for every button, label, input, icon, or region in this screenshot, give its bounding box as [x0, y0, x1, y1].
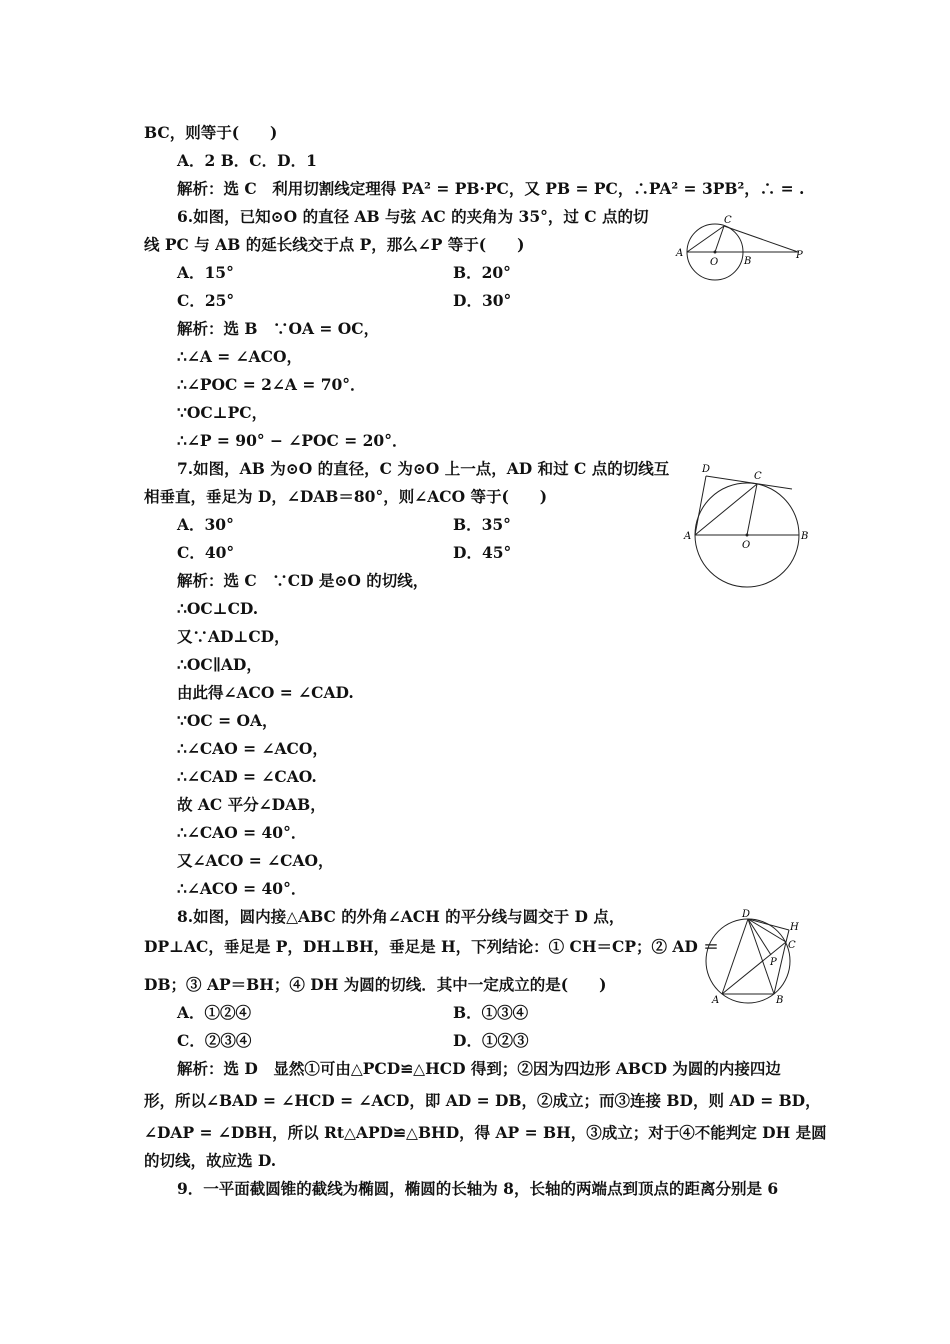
- q8-solution-2: 形，所以∠BAD = ∠HCD = ∠ACD，即 AD = DB，②成立；而③连接 BD，则 AD = BD，: [144, 1091, 821, 1110]
- q7-solution-2: ∴OC⊥CD.: [177, 599, 259, 618]
- question-7-line-2: 相垂直，垂足为 D，∠DAB＝80°，则∠ACO 等于( ): [144, 487, 548, 506]
- fig6-label-p: P: [796, 250, 803, 261]
- q6-option-a: A．15°: [177, 263, 234, 282]
- fig8-label-a: A: [712, 995, 720, 1006]
- q7-solution-11: 又∠ACO = ∠CAO，: [177, 851, 334, 870]
- fig8-label-b: B: [776, 995, 784, 1006]
- q7-solution-1: 解析：选 C ∵CD 是⊙O 的切线，: [177, 571, 429, 590]
- fig7-label-c: C: [754, 471, 762, 482]
- fig6-label-a: A: [676, 248, 684, 259]
- fig8-label-h: H: [790, 922, 799, 933]
- question-8-line-3: DB；③ AP＝BH；④ DH 为圆的切线．其中一定成立的是( ): [144, 975, 607, 994]
- fig8-label-p: P: [770, 957, 777, 968]
- question-6-line-1: 6.如图，已知⊙O 的直径 AB 与弦 AC 的夹角为 35°，过 C 点的切: [177, 207, 649, 226]
- fig8-label-c: C: [788, 940, 796, 951]
- figure-q8-inscribed-quadrilateral: [700, 906, 810, 1011]
- question-9-line-1: 9．一平面截圆锥的截线为椭圆，椭圆的长轴为 8，长轴的两端点到顶点的距离分别是 6: [177, 1179, 779, 1198]
- q7-solution-3: 又∵AD⊥CD，: [177, 627, 290, 646]
- q7-solution-4: ∴OC∥AD，: [177, 655, 262, 674]
- fig8-label-d: D: [742, 909, 751, 920]
- fig7-label-b: B: [801, 531, 809, 542]
- q8-option-a: A．①②④: [177, 1003, 252, 1022]
- q7-solution-10: ∴∠CAO = 40°．: [177, 823, 307, 842]
- q6-option-c: C．25°: [177, 291, 235, 310]
- q7-option-c: C．40°: [177, 543, 235, 562]
- q8-option-b: B．①③④: [453, 1003, 529, 1022]
- q7-solution-9: 故 AC 平分∠DAB，: [177, 795, 326, 814]
- fig7-label-o: O: [742, 540, 751, 551]
- q7-solution-8: ∴∠CAD = ∠CAO.: [177, 767, 317, 786]
- q7-option-b: B．35°: [453, 515, 511, 534]
- text-line-bc: BC，则等于( ): [144, 123, 278, 142]
- q6-solution-4: ∵OC⊥PC，: [177, 403, 268, 422]
- q6-option-d: D．30°: [453, 291, 512, 310]
- q6-solution-1: 解析：选 B ∵OA = OC，: [177, 319, 380, 338]
- question-8-line-2: DP⊥AC，垂足是 P，DH⊥BH，垂足是 H，下列结论：① CH＝CP；② AD ＝: [144, 937, 719, 956]
- q7-solution-6: ∵OC = OA，: [177, 711, 278, 730]
- q6-solution-2: ∴∠A = ∠ACO，: [177, 347, 303, 366]
- q8-option-d: D．①②③: [453, 1031, 529, 1050]
- fig6-label-o: O: [710, 257, 719, 268]
- q7-option-d: D．45°: [453, 543, 512, 562]
- q7-solution-12: ∴∠ACO = 40°．: [177, 879, 307, 898]
- fig7-label-d: D: [702, 464, 711, 475]
- q7-solution-5: 由此得∠ACO = ∠CAD.: [177, 683, 354, 702]
- q8-solution-3: ∠DAP = ∠DBH，所以 Rt△APD≌△BHD，得 AP = BH，③成立；对于④不能判定 DH 是圆: [144, 1123, 827, 1142]
- q6-option-b: B．20°: [453, 263, 511, 282]
- q8-option-c: C．②③④: [177, 1031, 252, 1050]
- fig6-label-c: C: [724, 215, 732, 226]
- fig6-label-b: B: [744, 256, 752, 267]
- options-line-prev: A．2 B．C．D．1: [177, 151, 317, 170]
- q8-solution-4: 的切线，故应选 D.: [144, 1151, 277, 1170]
- question-6-line-2: 线 PC 与 AB 的延长线交于点 P，那么∠P 等于( ): [144, 235, 525, 254]
- q6-solution-5: ∴∠P = 90° − ∠POC = 20°．: [177, 431, 408, 450]
- q8-solution-1: 解析：选 D 显然①可由△PCD≌△HCD 得到；②因为四边形 ABCD 为圆的内接四边: [177, 1059, 781, 1078]
- figure-q6-circle-tangent: [670, 210, 810, 285]
- figure-q7-circle-tangent: [680, 458, 815, 593]
- question-8-line-1: 8.如图，圆内接△ABC 的外角∠ACH 的平分线与圆交于 D 点，: [177, 907, 625, 926]
- q7-solution-7: ∴∠CAO = ∠ACO，: [177, 739, 328, 758]
- q6-solution-3: ∴∠POC = 2∠A = 70°．: [177, 375, 366, 394]
- q7-option-a: A．30°: [177, 515, 234, 534]
- fig7-label-a: A: [684, 531, 692, 542]
- question-7-line-1: 7.如图，AB 为⊙O 的直径，C 为⊙O 上一点，AD 和过 C 点的切线互: [177, 459, 670, 478]
- solution-prev: 解析：选 C 利用切割线定理得 PA² = PB·PC，又 PB = PC，∴PA² = 3PB²，∴ = .: [177, 179, 805, 198]
